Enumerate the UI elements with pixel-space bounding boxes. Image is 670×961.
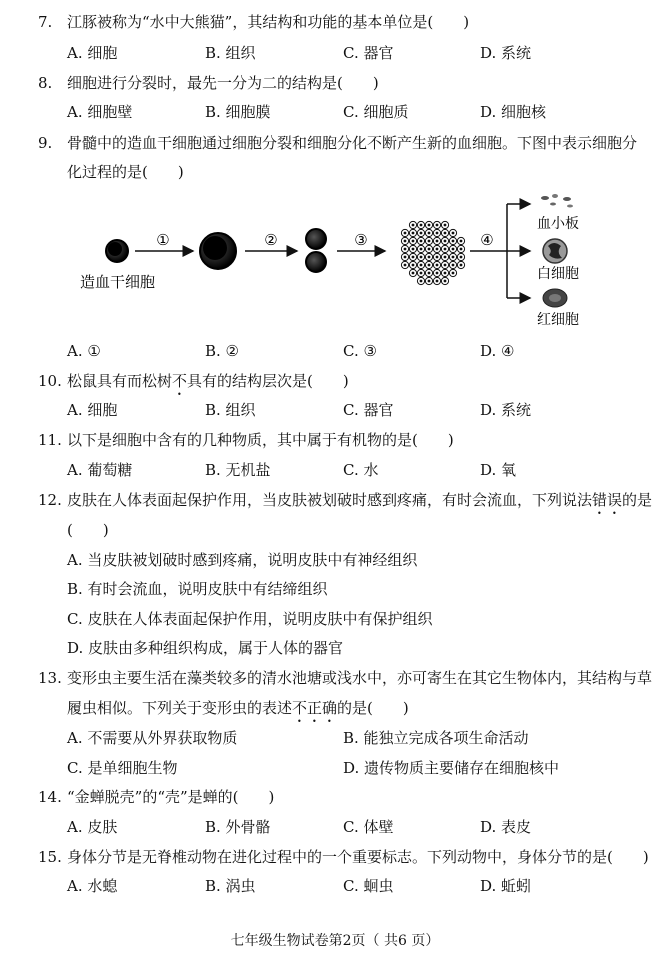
q12-option-d: D. 皮肤由多种组织构成，属于人体的器官 bbox=[67, 639, 344, 657]
q13-option-c: C. 是单细胞生物 bbox=[67, 759, 178, 777]
question-9: 9. 骨髓中的造血干细胞通过细胞分裂和细胞分化不断产生新的血细胞。下图中表示细胞分 bbox=[38, 134, 638, 152]
q9-option-c: C. ③ bbox=[343, 342, 377, 360]
cell-differentiation-figure bbox=[75, 190, 595, 330]
q12-option-c: C. 皮肤在人体表面起保护作用，说明皮肤中有保护组织 bbox=[67, 610, 433, 628]
q7-option-c: C. 器官 bbox=[343, 44, 394, 62]
q13-option-b: B. 能独立完成各项生命活动 bbox=[343, 729, 529, 747]
question-12: 12. 皮肤在人体表面起保护作用，当皮肤被划破时感到疼痛，有时会流血，下列说法错误的是 bbox=[38, 491, 653, 509]
q12-option-a: A. 当皮肤被划破时感到疼痛，说明皮肤中有神经组织 bbox=[67, 551, 418, 569]
question-8-text: 细胞进行分裂时，最先一分为二的结构是( ) bbox=[67, 74, 379, 92]
question-12-line2: ( ) bbox=[67, 521, 109, 539]
q8-option-c: C. 细胞质 bbox=[343, 103, 409, 121]
q13-option-a: A. 不需要从外界获取物质 bbox=[67, 729, 238, 747]
q9-option-a: A. ① bbox=[67, 342, 101, 360]
q10-option-d: D. 系统 bbox=[480, 401, 532, 419]
white-blood-cell-label: 白细胞 bbox=[537, 266, 579, 282]
emphasis-not: 不 bbox=[172, 372, 188, 390]
q7-option-a: A. 细胞 bbox=[67, 44, 118, 62]
question-13: 13. 变形虫主要生活在藻类较多的清水池塘或浅水中，亦可寄生在其它生物体内，其结构与草 bbox=[38, 669, 653, 687]
red-blood-cell-icon bbox=[543, 289, 567, 307]
emphasis-wrong: 错误 bbox=[592, 491, 623, 509]
q15-option-a: A. 水螅 bbox=[67, 877, 118, 895]
q11-option-a: A. 葡萄糖 bbox=[67, 461, 133, 479]
q7-option-d: D. 系统 bbox=[480, 44, 532, 62]
question-8: 8. 细胞进行分裂时，最先一分为二的结构是( ) bbox=[38, 74, 379, 92]
q14-option-b: B. 外骨骼 bbox=[205, 818, 271, 836]
question-15: 15. 身体分节是无脊椎动物在进化过程中的一个重要标志。下列动物中，身体分节的是( ) bbox=[38, 848, 649, 866]
question-9-line2: 化过程的是( ) bbox=[67, 163, 184, 181]
q8-option-a: A. 细胞壁 bbox=[67, 103, 133, 121]
q9-option-b: B. ② bbox=[205, 342, 240, 360]
q11-option-c: C. 水 bbox=[343, 461, 379, 479]
q14-option-d: D. 表皮 bbox=[480, 818, 532, 836]
step-2-label: ② bbox=[264, 231, 278, 249]
q10-option-c: C. 器官 bbox=[343, 401, 394, 419]
platelet-icon bbox=[541, 194, 573, 208]
q14-option-c: C. 体壁 bbox=[343, 818, 394, 836]
red-blood-cell-label: 红细胞 bbox=[537, 312, 579, 328]
q11-option-d: D. 氧 bbox=[480, 461, 517, 479]
q7-option-b: B. 组织 bbox=[205, 44, 256, 62]
q8-option-b: B. 细胞膜 bbox=[205, 103, 271, 121]
question-14: 14. “金蝉脱壳”的“壳”是蝉的( ) bbox=[38, 788, 275, 806]
q15-option-d: D. 蚯蚓 bbox=[480, 877, 532, 895]
q11-option-b: B. 无机盐 bbox=[205, 461, 271, 479]
emphasis-incorrect: 不正确 bbox=[292, 699, 338, 717]
q12-option-b: B. 有时会流血，说明皮肤中有结缔组织 bbox=[67, 580, 328, 598]
dividing-cell-icon bbox=[306, 252, 326, 272]
step-3-label: ③ bbox=[354, 231, 368, 249]
q13-option-d: D. 遗传物质主要储存在细胞核中 bbox=[343, 759, 560, 777]
step-4-label: ④ bbox=[480, 231, 494, 249]
step-1-label: ① bbox=[156, 231, 170, 249]
q14-option-a: A. 皮肤 bbox=[67, 818, 118, 836]
q15-option-b: B. 涡虫 bbox=[205, 877, 256, 895]
cell-cluster-icon bbox=[401, 221, 464, 284]
question-13-line2: 履虫相似。下列关于变形虫的表述不正确的是( ) bbox=[67, 699, 409, 717]
platelet-label: 血小板 bbox=[537, 216, 579, 232]
q8-option-d: D. 细胞核 bbox=[480, 103, 547, 121]
dividing-cell-icon bbox=[306, 229, 326, 249]
q15-option-c: C. 蛔虫 bbox=[343, 877, 394, 895]
question-7-text: 江豚被称为“水中大熊猫”，其结构和功能的基本单位是( ) bbox=[67, 13, 470, 31]
q9-option-d: D. ④ bbox=[480, 342, 515, 360]
q10-option-a: A. 细胞 bbox=[67, 401, 118, 419]
question-7: 7. 江豚被称为“水中大熊猫”，其结构和功能的基本单位是( ) bbox=[38, 13, 470, 31]
white-blood-cell-icon bbox=[543, 239, 567, 263]
question-11: 11. 以下是细胞中含有的几种物质，其中属于有机物的是( ) bbox=[38, 431, 454, 449]
stem-cell-label: 造血干细胞 bbox=[80, 273, 156, 291]
question-10: 10. 松鼠具有而松树不具有的结构层次是( ) bbox=[38, 372, 349, 390]
question-9-line1: 骨髓中的造血干细胞通过细胞分裂和细胞分化不断产生新的血细胞。下图中表示细胞分 bbox=[67, 134, 638, 152]
page-footer: 七年级生物试卷第2页（ 共6 页） bbox=[230, 933, 440, 949]
q10-option-b: B. 组织 bbox=[205, 401, 256, 419]
